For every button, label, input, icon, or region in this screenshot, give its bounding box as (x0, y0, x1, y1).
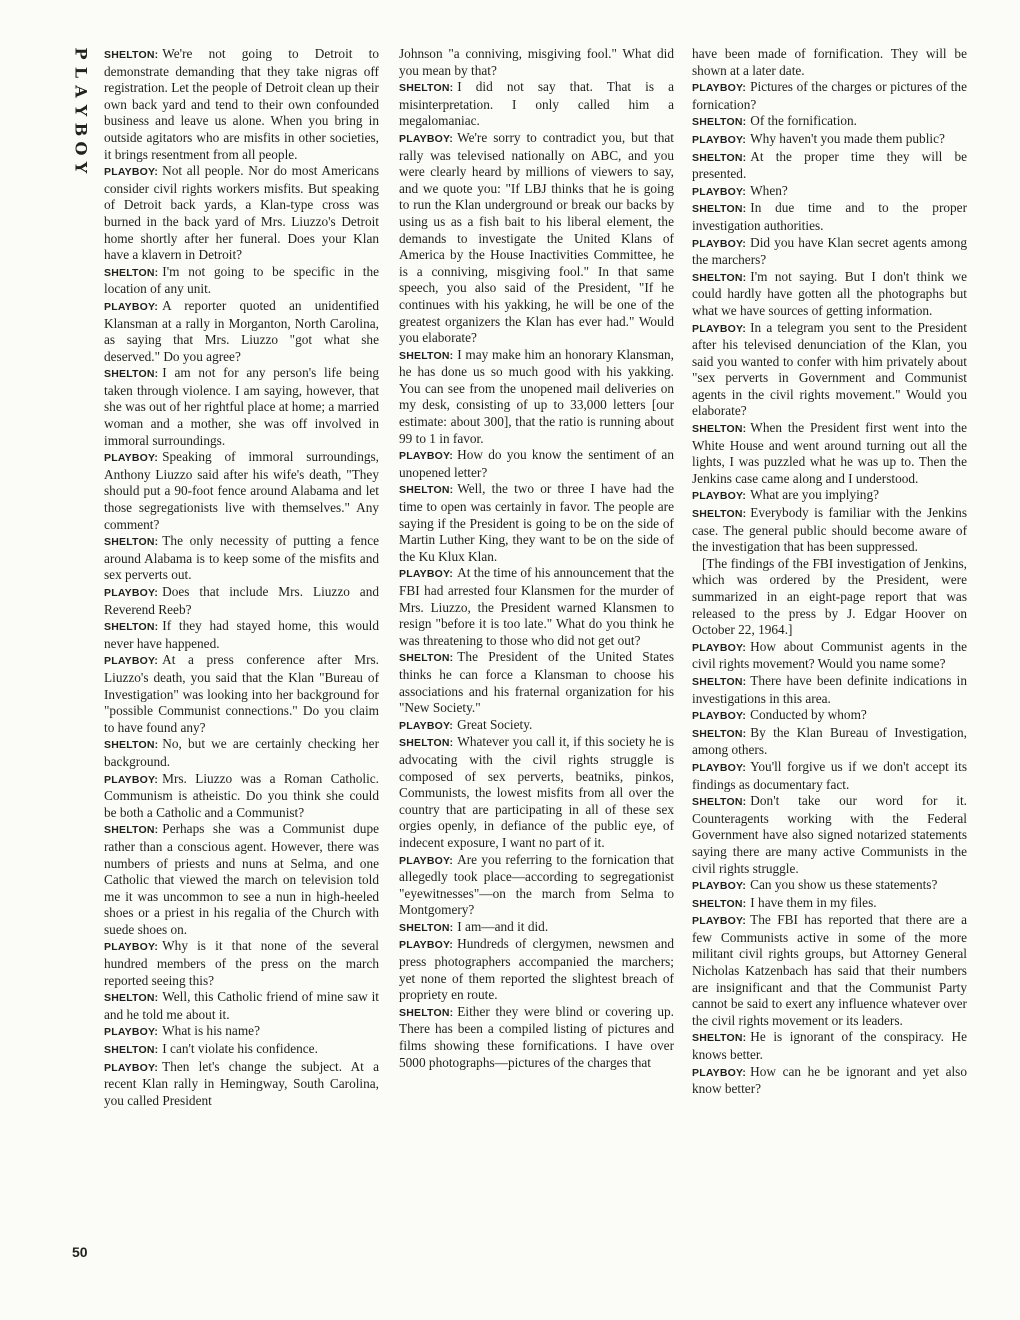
interview-paragraph (692, 487, 967, 505)
interview-paragraph (692, 895, 967, 913)
speaker-label: PLAYBOY: (692, 185, 747, 198)
paragraph-text: How about Communist agents in the civil rights movement? Would you name some? (692, 638, 967, 672)
text-column-3 (692, 46, 967, 1098)
paragraph-text: have been made of fornification. They will be shown at a later date. (692, 46, 967, 78)
interview-paragraph (104, 298, 379, 365)
interview-paragraph (399, 447, 674, 481)
speaker-label: SHELTON: (104, 536, 159, 549)
speaker-label: PLAYBOY: (692, 761, 747, 774)
speaker-label: PLAYBOY: (399, 132, 454, 145)
paragraph-text: Perhaps she was a Communist dupe rather than a conscious agent. However, there was numbers of priests and nuns at Selma, and one Catholic that viewed the march on television told me it was uncommon to see a nun in high-heeled shoes or a priest in his regalia of the Church with suede shoes on. (104, 821, 379, 937)
paragraph-text: We're not going to Detroit to demonstrate demanding that they take nigras off registration. Let the people of Detroit clean up their own back yard and tend to their own confounded business and leave us alone. When you bring in outside agitators who are misfits in other societies, it brings resentment from all people. (104, 46, 379, 162)
interview-paragraph (692, 725, 967, 759)
paragraph-text: At the time of his announcement that the FBI had arrested four Klansmen for the murder of Mrs. Liuzzo, the President warned Klansmen to resign "before it is too late." What do you think he was threatening to those who did not get out? (399, 565, 674, 648)
paragraph-text: In due time and to the proper investigation authorities. (692, 200, 967, 233)
speaker-label: PLAYBOY: (104, 452, 159, 465)
interview-paragraph (104, 365, 379, 449)
speaker-label: PLAYBOY: (104, 941, 159, 954)
paragraph-text: You'll forgive us if we don't accept its findings as documentary fact. (692, 758, 967, 792)
paragraph-text: The FBI has reported that there are a few Communists active in some of the more militant civil rights groups, but Attorney General Nicholas Katzenbach has said that their numbers are insignificant and that the Communist Party cannot be said to exert any influence whatever over the civil rights movement or its leaders. (692, 912, 967, 1028)
speaker-label: SHELTON: (104, 739, 159, 752)
speaker-label: SHELTON: (104, 266, 159, 279)
speaker-label: PLAYBOY: (692, 490, 747, 503)
paragraph-text: Mrs. Liuzzo was a Roman Catholic. Communism is atheistic. Do you think she could be both a Catholic and a Communist? (104, 770, 379, 820)
speaker-label: SHELTON: (104, 992, 159, 1005)
speaker-label: SHELTON: (692, 116, 747, 129)
interview-paragraph (692, 556, 967, 639)
interview-paragraph (692, 149, 967, 183)
speaker-label: SHELTON: (399, 82, 454, 95)
logo-letter: Y (71, 161, 91, 174)
speaker-label: PLAYBOY: (104, 1026, 159, 1039)
paragraph-text: In a telegram you sent to the President after his televised denunciation of the Klan, you said you wanted to confer with him privately about "sex perverts in Government and Communist agents in the civil rights movement." Would you elaborate? (692, 319, 967, 419)
speaker-label: SHELTON: (692, 423, 747, 436)
paragraph-text: There have been definite indications in investigations in this area. (692, 672, 967, 706)
interview-paragraph (399, 919, 674, 937)
interview-paragraph (692, 46, 967, 79)
speaker-label: SHELTON: (399, 1006, 454, 1019)
paragraph-text: Can you show us these statements? (750, 877, 938, 893)
speaker-label: PLAYBOY: (399, 568, 454, 581)
paragraph-text: I did not say that. That is a misinterpretation. I only called him a megalomaniac. (399, 79, 674, 129)
paragraph-text: I'm not going to be specific in the location of any unit. (104, 263, 379, 297)
interview-paragraph (692, 113, 967, 131)
speaker-label: PLAYBOY: (692, 915, 747, 928)
interview-paragraph (692, 707, 967, 725)
paragraph-text: At a press conference after Mrs. Liuzzo's death, you said that the Klan "Bureau of Investigation" was looking into her background for "possible Communist connections." Do you claim to have found any? (104, 652, 379, 735)
text-column-1 (104, 46, 379, 1109)
paragraph-text: What are you implying? (750, 487, 879, 503)
paragraph-text: Conducted by whom? (750, 707, 867, 723)
speaker-label: PLAYBOY: (692, 1066, 747, 1079)
paragraph-text: Whatever you call it, if this society he is advocating with the civil rights struggle is composed of sex perverts, beatniks, pinkos, Communists, the lowest misfits from all over the country that are participating in all of these sex orgies openly, in defiance of the public eye, of indecent exposure, I want no part of it. (399, 734, 674, 850)
interview-paragraph (104, 771, 379, 822)
paragraph-text: We're sorry to contradict you, but that rally was televised nationally on ABC, and you were clearly heard by millions of viewers to say, and we quote you: "If LBJ thinks that he is going to run the Klan underground or break our backs by using us as a fish bait to his liberal element, the demands to investigate the United Klans of America by the House Inactivities Committee, he is a conniving, misgiving fool." In that same speech, you also said of the President, "If he continues with his yakking, he will be one of the greatest organizers the Klan has ever had." Would you elaborate? (399, 129, 674, 346)
interview-paragraph (104, 46, 379, 163)
paragraph-text: Well, this Catholic friend of mine saw it and he told me about it. (104, 989, 379, 1022)
paragraph-text: What is his name? (162, 1023, 260, 1039)
interview-paragraph (399, 565, 674, 649)
interview-paragraph (692, 793, 967, 877)
interview-paragraph (399, 1004, 674, 1071)
speaker-label: SHELTON: (399, 349, 454, 362)
text-column-2 (399, 46, 674, 1071)
interview-paragraph (692, 183, 967, 201)
interview-paragraph (692, 235, 967, 269)
interview-paragraph (692, 673, 967, 707)
interview-paragraph (104, 449, 379, 533)
speaker-label: SHELTON: (692, 1032, 747, 1045)
interview-paragraph (104, 938, 379, 989)
interview-paragraph (692, 200, 967, 234)
logo-letter: Y (71, 104, 91, 117)
paragraph-text: I may make him an honorary Klansman, he has done us so much good with his yakking. You can see from the unopened mail deliveries on my desk, consisting of up to 33,000 letters [our estimate: about 300], that the ratio is running about 99 to 1 in favor. (399, 346, 674, 446)
paragraph-text: By the Klan Bureau of Investigation, among others. (692, 724, 967, 758)
logo-letter: P (71, 47, 91, 60)
paragraph-text: Don't take our word for it. Counteragents working with the Federal Government have also signed notarized statements saying there are many active Communists in the civil rights struggle. (692, 793, 967, 876)
interview-paragraph (692, 79, 967, 113)
paragraph-text: Why is it that none of the several hundred members of the press on the march reported seeing this? (104, 938, 379, 988)
paragraph-text: I am not for any person's life being taken through violence. I am saying, however, that she was out of her rightful place at home; a married woman and a mother, she was off involved in immoral surroundings. (104, 365, 379, 448)
paragraph-text: Hundreds of clergymen, newsmen and press photographers accompanied the marchers; yet none of them reported the slightest breach of propriety en route. (399, 936, 674, 1003)
interview-paragraph (104, 618, 379, 652)
interview-paragraph (399, 79, 674, 130)
speaker-label: PLAYBOY: (104, 166, 159, 179)
paragraph-text: When? (750, 182, 788, 198)
speaker-label: SHELTON: (399, 652, 454, 665)
speaker-label: PLAYBOY: (692, 641, 747, 654)
interview-paragraph (692, 1029, 967, 1063)
speaker-label: PLAYBOY: (692, 237, 747, 250)
interview-paragraph (692, 269, 967, 320)
paragraph-text: [The findings of the FBI investigation of Jenkins, which was ordered by the President, were summarized in an eight-page report that was released to the press by J. Edgar Hoover on October 22, 1964.] (692, 555, 967, 638)
interview-paragraph (692, 877, 967, 895)
speaker-label: PLAYBOY: (104, 300, 159, 313)
paragraph-text: Then let's change the subject. At a recent Klan rally in Hemingway, South Carolina, you called President (104, 1058, 379, 1108)
page-number: 50 (72, 1244, 88, 1260)
speaker-label: SHELTON: (692, 508, 747, 521)
paragraph-text: I'm not saying. But I don't think we could hardly have gotten all the photographs but what we have sources of getting information. (692, 268, 967, 318)
speaker-label: PLAYBOY: (399, 450, 454, 463)
interview-paragraph (692, 759, 967, 793)
interview-paragraph (399, 936, 674, 1003)
speaker-label: PLAYBOY: (399, 939, 454, 952)
speaker-label: PLAYBOY: (692, 82, 747, 95)
speaker-label: SHELTON: (692, 727, 747, 740)
paragraph-text: Did you have Klan secret agents among the marchers? (692, 234, 967, 268)
speaker-label: PLAYBOY: (399, 719, 454, 732)
paragraph-text: Not all people. Nor do most Americans consider civil rights workers misfits. But speaking of Detroit back yards, a Klan-type cross was burned in the back yard of Mrs. Liuzzo's Detroit home shortly after her funeral. Does your Klan have a klavern in Detroit? (104, 163, 379, 263)
speaker-label: SHELTON: (399, 921, 454, 934)
interview-paragraph (692, 912, 967, 1029)
speaker-label: SHELTON: (104, 1044, 159, 1057)
paragraph-text: How can he be ignorant and yet also know better? (692, 1063, 967, 1097)
paragraph-text: The President of the United States thinks he can force a Klansman to choose his associations and his fraternal organization for his "New Society." (399, 649, 674, 716)
interview-paragraph (104, 264, 379, 298)
interview-paragraph (399, 734, 674, 851)
paragraph-text: Either they were blind or covering up. There has been a compiled listing of pictures and films showing these fornifications. I have over 5000 photographs—pictures of the charges that (399, 1003, 674, 1070)
speaker-label: PLAYBOY: (399, 854, 454, 867)
interview-paragraph (692, 320, 967, 421)
logo-letter: L (71, 66, 91, 79)
interview-paragraph (104, 1023, 379, 1041)
paragraph-text: I have them in my files. (750, 894, 877, 910)
speaker-label: SHELTON: (692, 796, 747, 809)
interview-paragraph (104, 736, 379, 770)
paragraph-text: Great Society. (457, 716, 533, 732)
paragraph-text: Does that include Mrs. Liuzzo and Reverend Reeb? (104, 584, 379, 617)
paragraph-text: Everybody is familiar with the Jenkins case. The general public should become aware of the investigation that has been suppressed. (692, 505, 967, 555)
interview-paragraph (104, 989, 379, 1023)
interview-paragraph (692, 639, 967, 673)
paragraph-text: A reporter quoted an unidentified Klansman at a rally in Morganton, North Carolina, as saying that Mrs. Liuzzo "got what she deserved." Do you agree? (104, 297, 379, 364)
paragraph-text: Of the fornification. (750, 113, 858, 129)
speaker-label: SHELTON: (399, 737, 454, 750)
speaker-label: SHELTON: (104, 368, 159, 381)
paragraph-text: At the proper time they will be presented. (692, 148, 967, 182)
masthead-vertical-logo (64, 44, 98, 177)
speaker-label: SHELTON: (399, 484, 454, 497)
paragraph-text: I am—and it did. (457, 918, 549, 934)
speaker-label: SHELTON: (692, 151, 747, 164)
speaker-label: SHELTON: (692, 675, 747, 688)
speaker-label: PLAYBOY: (104, 655, 159, 668)
paragraph-text: I can't violate his confidence. (162, 1041, 318, 1057)
paragraph-text: Why haven't you made them public? (750, 130, 945, 146)
interview-paragraph (692, 505, 967, 556)
logo-letter: O (71, 141, 91, 156)
paragraph-text: He is ignorant of the conspiracy. He knows better. (692, 1029, 967, 1063)
interview-paragraph (399, 852, 674, 919)
interview-paragraph (399, 130, 674, 347)
paragraph-text: When the President first went into the White House and went around turning out all the lights, I was puzzled what he was up to. Then the Jenkins case came along and I understood. (692, 420, 967, 486)
interview-paragraph (692, 1064, 967, 1098)
speaker-label: PLAYBOY: (104, 773, 159, 786)
speaker-label: SHELTON: (104, 824, 159, 837)
interview-paragraph (399, 347, 674, 448)
paragraph-text: How do you know the sentiment of an unopened letter? (399, 447, 674, 480)
interview-paragraph (692, 131, 967, 149)
paragraph-text: Johnson "a conniving, misgiving fool." What did you mean by that? (399, 46, 674, 78)
speaker-label: PLAYBOY: (692, 710, 747, 723)
interview-paragraph (692, 420, 967, 487)
speaker-label: SHELTON: (104, 49, 159, 61)
paragraph-text: The only necessity of putting a fence around Alabama is to keep some of the misfits and sex perverts out. (104, 533, 379, 583)
paragraph-text: Pictures of the charges or pictures of the fornication? (692, 79, 967, 112)
interview-paragraph (104, 821, 379, 938)
speaker-label: SHELTON: (104, 621, 159, 634)
speaker-label: SHELTON: (692, 271, 747, 284)
paragraph-text: Speaking of immoral surroundings, Anthony Liuzzo said after his wife's death, "They should put a 90-foot fence around Alabama and let those segregationists live with themselves." Any comment? (104, 449, 379, 532)
interview-paragraph (104, 1059, 379, 1110)
speaker-label: PLAYBOY: (104, 587, 159, 599)
speaker-label: SHELTON: (692, 897, 747, 910)
paragraph-text: If they had stayed home, this would never have happened. (104, 618, 379, 651)
interview-paragraph (104, 533, 379, 584)
speaker-label: PLAYBOY: (692, 880, 747, 893)
speaker-label: PLAYBOY: (104, 1061, 159, 1074)
interview-paragraph (104, 1041, 379, 1059)
logo-letter: A (71, 85, 91, 98)
paragraph-text: Are you referring to the fornication that allegedly took place—according to segregationist "eyewitnesses"—on the march from Selma to Montgomery? (399, 851, 674, 918)
interview-paragraph (399, 46, 674, 79)
interview-paragraph (104, 163, 379, 264)
paragraph-text: Well, the two or three I have had the time to open was certainly in favor. The people are saying if the President is going to be on the side of Martin Luther King, they want to be on the side of the Ku Klux Klan. (399, 481, 674, 564)
speaker-label: SHELTON: (692, 203, 747, 216)
interview-paragraph (104, 652, 379, 736)
logo-letter: B (71, 122, 91, 137)
interview-paragraph (399, 481, 674, 565)
interview-paragraph (399, 717, 674, 735)
interview-paragraph (104, 584, 379, 618)
paragraph-text: No, but we are certainly checking her background. (104, 736, 379, 769)
speaker-label: PLAYBOY: (692, 322, 747, 335)
speaker-label: PLAYBOY: (692, 133, 747, 146)
interview-paragraph (399, 649, 674, 716)
